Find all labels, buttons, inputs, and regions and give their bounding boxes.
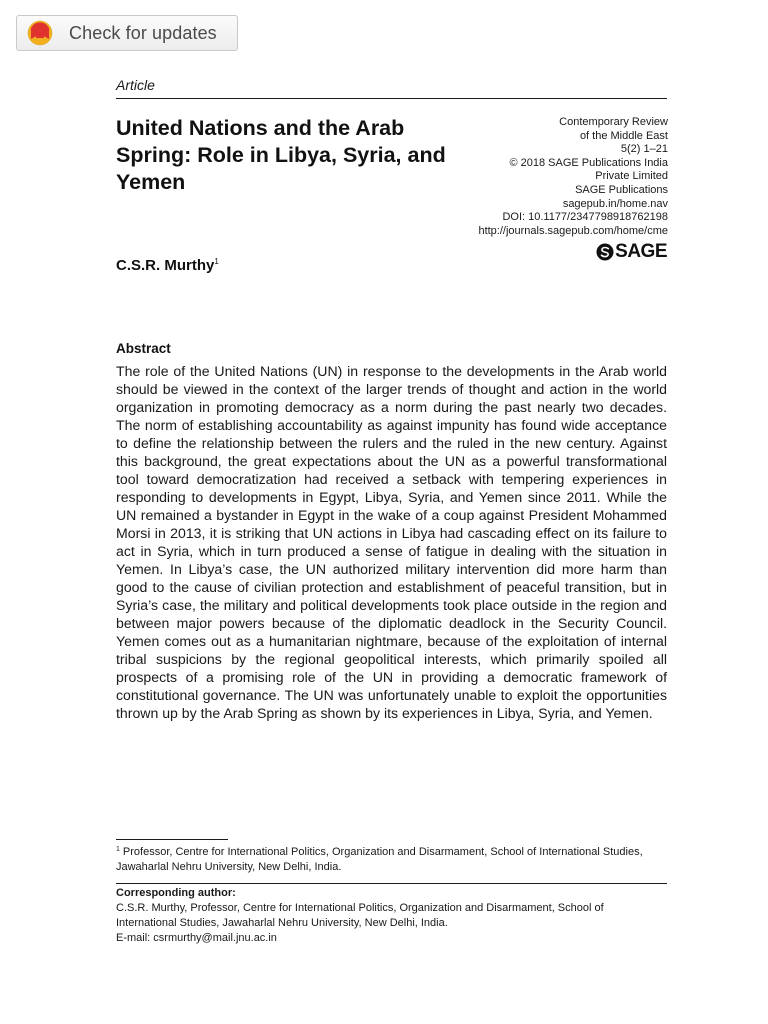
check-for-updates-button[interactable] bbox=[16, 15, 238, 51]
footnote-text: Professor, Centre for International Politics, Organization and Disarmament, School of International Studies, Jawaharlal Nehru University, New Delhi, India. bbox=[116, 846, 643, 873]
sage-s-icon bbox=[596, 243, 614, 261]
crossmark-icon bbox=[27, 20, 53, 46]
author-affiliation-mark: 1 bbox=[214, 257, 219, 266]
header-divider bbox=[116, 98, 667, 99]
journal-doi[interactable]: DOI: 10.1177/2347798918762198 bbox=[502, 211, 668, 224]
journal-copyright: © 2018 SAGE Publications India bbox=[509, 156, 668, 169]
journal-info bbox=[478, 116, 668, 238]
corresponding-author bbox=[116, 886, 667, 946]
footnote bbox=[116, 842, 667, 875]
author-name-text: C.S.R. Murthy bbox=[116, 257, 215, 274]
sage-logo bbox=[596, 241, 667, 263]
check-for-updates-label: Check for updates bbox=[69, 22, 217, 43]
journal-publisher-url[interactable]: sagepub.in/home.nav bbox=[562, 197, 668, 210]
corresponding-author-email[interactable]: E-mail: csrmurthy@mail.jnu.ac.in bbox=[116, 932, 277, 944]
author-name bbox=[116, 257, 219, 274]
footnote-mark: 1 bbox=[116, 846, 120, 853]
corresponding-author-details: C.S.R. Murthy, Professor, Centre for International Politics, Organization and Disarmament, School of International Studies, Jawaharlal Nehru University, New Delhi, India. bbox=[116, 902, 604, 929]
article-type-label: Article bbox=[116, 77, 155, 93]
journal-name-line-1: Contemporary Review bbox=[559, 116, 668, 128]
corresponding-author-divider bbox=[116, 883, 667, 884]
footnote-divider bbox=[116, 839, 228, 840]
abstract-text: The role of the United Nations (UN) in response to the developments in the Arab world should be viewed in the context of the larger trends of thought and action in the world organization in promoting democracy as a norm during the past nearly two decades. The norm of establishing accountability as against impunity has found wide acceptance to define the relationship between the rulers and the ruled in the new century. Against this background, the great expectations about the UN as a powerful transformational tool toward democratization had received a setback with tempering experiences in responding to developments in Egypt, Libya, Syria, and Yemen since 2011. While the UN remained a bystander in Egypt in the wake of a coup against President Mohammed Morsi in 2013, it is striking that UN actions in Libya had cascading effect on its failure to act in Syria, which in turn produced a sense of fatigue in dealing with the situation in Yemen. In Libya’s case, the UN authorized military intervention did more harm than good to the cause of civilian protection and establishment of peaceful transition, but in Syria’s case, the military and political developments took place outside in the region and between major powers because of the diplomatic deadlock in the Security Council. Yemen comes out as a humanitarian nightmare, because of the exploitation of internal tribal suspicions by the regional geopolitical interests, which primarily spoiled all prospects of a promising role of the UN in providing a democratic framework of constitutional governance. The UN was unfortunately unable to exploit the opportunities thrown up by the Arab Spring as shown by its experiences in Libya, Syria, and Yemen. bbox=[116, 363, 667, 721]
article-title: United Nations and the Arab Spring: Role in Libya, Syria, and Yemen bbox=[116, 116, 446, 194]
journal-name-line-2: of the Middle East bbox=[579, 129, 668, 142]
sage-logo-text: SAGE bbox=[615, 241, 667, 262]
journal-publisher: SAGE Publications bbox=[575, 183, 668, 196]
journal-home-url[interactable]: http://journals.sagepub.com/home/cme bbox=[478, 224, 668, 237]
journal-volume: 5(2) 1–21 bbox=[620, 143, 668, 156]
journal-copyright-holder: Private Limited bbox=[595, 170, 668, 183]
corresponding-author-label: Corresponding author: bbox=[116, 887, 236, 899]
abstract-heading: Abstract bbox=[116, 341, 171, 356]
